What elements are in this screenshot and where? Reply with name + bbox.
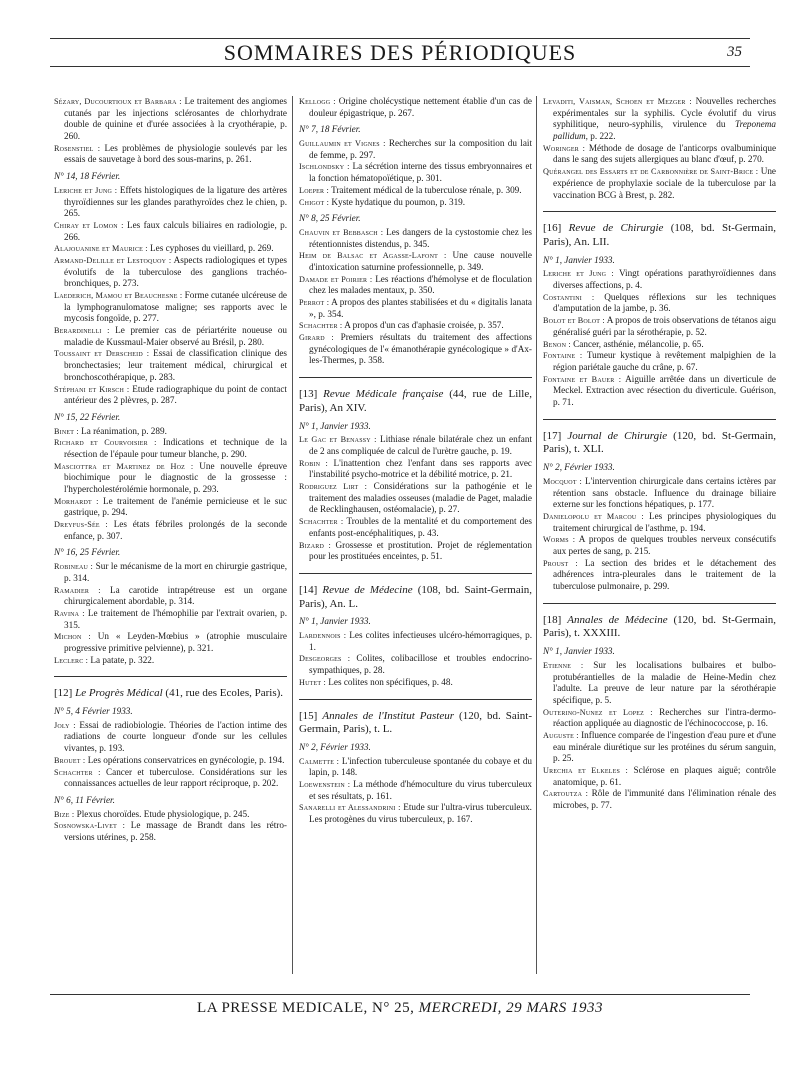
- article-entry: Sézary, Ducourtioux et Barbara : Le traitement des angiomes cutanés par les injections sclérosantes de chlorhydrate double de quinine et d'urée associées à la cryothérapie, p. 260.: [54, 96, 287, 142]
- article-entry: Richard et Courvoisier : Indications et technique de la résection de l'épaule pour tumeur blanche, p. 290.: [54, 437, 287, 459]
- article-entry: Sanarelli et Alessandrini : Etude sur l'ultra-virus tuberculeux. Les protogènes du virus tuberculeux, p. 167.: [299, 802, 532, 825]
- article-entry: Desgeorges : Colites, colibacillose et troubles endocrino-sympathiques, p. 28.: [299, 653, 532, 676]
- article-entry: Etienne : Sur les localisations bulbaires et bulbo-protubérantielles de la maladie de Heine-Medin chez l'adulte. La preuve de leur nature par la sérothérapie spécifique, p. 5.: [543, 659, 776, 705]
- column-2: [299, 96, 532, 826]
- article-entry: Rosenstiel : Les problèmes de physiologie soulevés par les essais de sauvetage à bord des sous-marins, p. 261.: [54, 142, 288, 165]
- article-entry: Cartoutza : Rôle de l'immunité dans l'élimination rénale des microbes, p. 77.: [543, 788, 777, 811]
- article-entry: Guillaumin et Vignes : Recherches sur la composition du lait de femme, p. 297.: [299, 138, 533, 160]
- article-entry: Bize : Plexus choroïdes. Etude physiologique, p. 245.: [54, 808, 250, 819]
- article-entry: Ramadier : La carotide intrapétreuse est un organe chirurgicalement abordable, p. 314.: [54, 584, 288, 607]
- article-entry: Benon : Cancer, asthénie, mélancolie, p. 65.: [543, 338, 704, 349]
- article-entry: Danielopolu et Marcou : Les principes physiologiques du traitement chirurgical de l'asthme, p. 194.: [543, 510, 776, 533]
- article-entry: Schachter : Troubles de la mentalité et du comportement des enfants post-encéphalitiques, p. 43.: [299, 516, 533, 538]
- article-entry: Hutet : Les colites non spécifiques, p. 48.: [299, 676, 453, 687]
- article-entry: Schachter : A propos d'un cas d'aphasie croisée, p. 357.: [299, 320, 504, 331]
- article-entry: Quérangel des Essarts et de Carbonnière de Saint-Brice : Une expérience de prophylaxie sociale de la tuberculose par la vaccination BCG à Brest, p. 282.: [543, 166, 776, 200]
- article-entry: Calmette : L'infection tuberculeuse spontanée du cobaye et du lapin, p. 148.: [299, 755, 533, 778]
- footer-publication: LA PRESSE MEDICALE, N° 25,: [197, 1000, 415, 1016]
- article-entry: Robin : L'inattention chez l'enfant dans ses rapports avec l'instabilité psycho-motrice et la débilité motrice, p. 21.: [299, 457, 532, 480]
- column-1: [54, 96, 287, 844]
- issue-number: N° 1, Janvier 1933.: [299, 420, 371, 431]
- section-divider: [543, 211, 776, 212]
- article-entry: Loeper : Traitement médical de la tuberculose rénale, p. 309.: [299, 184, 522, 195]
- article-entry: Morhardt : Le traitement de l'anémie pernicieuse et le suc gastrique, p. 294.: [54, 495, 287, 518]
- journal-heading: [18] Annales de Médecine (120, bd. St-Germain, Paris), t. XXXIII.: [543, 613, 777, 640]
- article-entry: Leriche et Jung : Effets histologiques de la ligature des artères thyroïdiennes sur les glandes parathyroïdes chez le chien, p. 265.: [54, 184, 287, 219]
- issue-number: N° 2, Février 1933.: [543, 462, 615, 473]
- article-entry: Le Gac et Benassy : Lithiase rénale bilatérale chez un enfant de 2 ans compliquée de calcul de l'urètre gauche, p. 19.: [299, 434, 532, 456]
- article-entry: Binet : La réanimation, p. 289.: [54, 425, 167, 436]
- article-entry: Kellogg : Origine cholécystique nettement établie d'un cas de douleur épigastrique, p. 267.: [299, 96, 532, 118]
- article-entry: Chiray et Lomon : Les faux calculs biliaires en radiologie, p. 266.: [54, 219, 287, 242]
- article-entry: Costantini : Quelques réflexions sur les techniques d'amputation de la jambe, p. 36.: [543, 291, 776, 314]
- journal-heading: [17] Journal de Chirurgie (120, bd. St-Germain, Paris), t. XLI.: [543, 429, 777, 456]
- article-entry: Alajouanine et Maurice : Les cyphoses du vieillard, p. 269.: [54, 243, 274, 254]
- article-entry: Sosnowska-Livet : Le massage de Brandt dans les rétro-versions utérines, p. 258.: [54, 820, 287, 842]
- article-entry: Masciottra et Martinez de Hoz : Une nouvelle épreuve biochimique pour le diagnostic de la grossesse : l'hypercholestérolémie hormonale, p. 293.: [54, 460, 287, 494]
- article-entry: Bizard : Grossesse et prostitution. Projet de réglementation pour les prostituées enceintes, p. 51.: [299, 539, 532, 562]
- article-entry: Outerino-Nunez et Lopez : Recherches sur l'intra-dermo-réaction appliquée au diagnostic de l'échinococcose, p. 16.: [543, 706, 776, 729]
- article-entry: Joly : Essai de radiobiologie. Théories de l'action intime des radiations de courte longueur d'onde sur les cellules vivantes, p. 193.: [54, 719, 287, 754]
- issue-number: N° 6, 11 Février.: [54, 794, 115, 805]
- issue-number: N° 1, Janvier 1933.: [299, 616, 371, 627]
- article-entry: Schachter : Cancer et tuberculose. Considérations sur les connaissances actuelles de leur rapport réciproque, p. 202.: [54, 766, 287, 789]
- article-entry: Urechia et Elkeles : Sclérose en plaques aiguë; contrôle anatomique, p. 61.: [543, 765, 777, 787]
- article-entry: Berardinelli : Le premier cas de périartérite noueuse ou maladie de Kussmaul-Maier observé au Brésil, p. 280.: [54, 325, 288, 347]
- article-entry: Loewenstein : La méthode d'hémoculture du virus tuberculeux et ses résultats, p. 161.: [299, 779, 532, 801]
- issue-number: N° 7, 18 Février.: [299, 124, 361, 135]
- header-rule-bottom: [50, 66, 750, 67]
- article-entry: Stéphani et Kirsch : Etude radiographique du point de contact antérieur des 2 plèvres, p. 287.: [54, 383, 287, 406]
- journal-heading: [16] Revue de Chirurgie (108, bd. St-Germain, Paris), An. LII.: [543, 222, 777, 248]
- article-entry: Heim de Balsac et Agasse-Lafont : Une cause nouvelle d'intoxication saturnine professionnelle, p. 349.: [299, 250, 532, 272]
- issue-number: N° 1, Janvier 1933.: [543, 254, 615, 265]
- article-entry: Ischlondsky : La sécrétion interne des tissus embryonnaires et la fonction hématopoïétique, p. 301.: [299, 161, 532, 184]
- journal-heading: [12] Le Progrès Médical (41, rue des Ecoles, Paris).: [54, 687, 284, 700]
- article-entry: Levaditi, Vaisman, Schoen et Mezger : Nouvelles recherches expérimentales sur la syphilis. Cycle évolutif du virus syphilitique, neuro-syphilis, virulence du Treponema pallidum, p. 222.: [543, 96, 776, 142]
- header-rule-top: [50, 38, 750, 39]
- article-entry: Perrot : A propos des plantes stabilisées et du « digitalis lanata », p. 354.: [299, 297, 532, 319]
- article-entry: Dreyfus-Sée : Les états fébriles prolongés de la seconde enfance, p. 307.: [54, 519, 288, 541]
- footer-date: 29 MARS 1933: [506, 1000, 603, 1016]
- issue-number: N° 15, 22 Février.: [54, 411, 121, 422]
- section-divider: [543, 419, 776, 420]
- issue-number: N° 2, Février 1933.: [299, 742, 371, 752]
- page-title: SOMMAIRES DES PÉRIODIQUES: [223, 40, 577, 65]
- section-divider: [299, 573, 532, 574]
- footer-rule: [50, 994, 750, 995]
- article-entry: Robineau : Sur le mécanisme de la mort en chirurgie gastrique, p. 314.: [54, 561, 288, 583]
- article-entry: Damade et Poirier : Les réactions d'hémolyse et de floculation chez les malades mentaux, p. 350.: [299, 273, 532, 296]
- issue-number: N° 16, 25 Février.: [54, 547, 121, 558]
- article-entry: Auguste : Influence comparée de l'ingestion d'eau pure et d'une eau minérale diurétique sur les protéines du sérum sanguin, p. 25.: [543, 730, 777, 764]
- issue-number: N° 1, Janvier 1933.: [543, 646, 615, 657]
- issue-number: N° 14, 18 Février.: [54, 171, 121, 182]
- article-entry: Proust : La section des brides et le détachement des adhérences intra-pleurales dans le traitement de la tuberculose pulmonaire, p. 299.: [543, 557, 776, 591]
- article-entry: Armand-Delille et Lestoquoy : Aspects radiologiques et types évolutifs de la tuberculose des ganglions trachéo-bronchiques, p. 273.: [54, 254, 287, 289]
- article-entry: Girard : Premiers résultats du traitement des affections gynécologiques de l'« émanothérapie gynécologique » d'Ax-les-Thermes, p. 358.: [299, 332, 532, 366]
- article-entry: Woringer : Méthode de dosage de l'anticorps ovalbuminique dans le sang des sujets allergiques au blanc d'œuf, p. 270.: [543, 142, 777, 165]
- section-divider: [299, 699, 532, 700]
- article-entry: Leclerc : La patate, p. 322.: [54, 654, 155, 665]
- page-number: 35: [727, 44, 742, 60]
- article-entry: Laederich, Mamou et Beauchesne : Forme cutanée ulcéreuse de la lymphogranulomatose maligne; ses rapports avec le mycosis fongoïde, p. 277.: [54, 290, 287, 324]
- article-entry: Chauvin et Bebbasch : Les dangers de la cystostomie chez les rétentionnistes distendus, p. 345.: [299, 226, 532, 249]
- article-entry: Chigot : Kyste hydatique du poumon, p. 319.: [299, 196, 466, 207]
- article-entry: Brouet : Les opérations conservatrices en gynécologie, p. 194.: [54, 754, 285, 765]
- article-entry: Bolot et Bolot : A propos de trois observations de tétanos aigu généralisé guéri par la sérothérapie, p. 52.: [543, 315, 776, 337]
- page-footer: [0, 1000, 800, 1017]
- article-entry: Lardennois : Les colites infectieuses ulcéro-hémorragiques, p. 1.: [299, 630, 533, 652]
- column-rule: [536, 96, 537, 974]
- journal-heading: [14] Revue de Médecine (108, bd. Saint-Germain, Paris), An. L.: [299, 583, 533, 610]
- issue-number: N° 5, 4 Février 1933.: [54, 706, 133, 717]
- footer-day: MERCREDI,: [418, 1000, 502, 1016]
- section-divider: [543, 603, 776, 604]
- section-divider: [54, 676, 287, 677]
- issue-number: N° 8, 25 Février.: [299, 213, 361, 224]
- journal-heading: [15] Annales de l'Institut Pasteur (120, bd. Saint-Germain, Paris), t. L.: [299, 709, 532, 736]
- article-entry: Ravina : Le traitement de l'hémophilie par l'extrait ovarien, p. 315.: [54, 607, 287, 630]
- journal-heading: [13] Revue Médicale française (44, rue de Lille, Paris), An XIV.: [299, 388, 532, 414]
- article-entry: Fontaine : Tumeur kystique à revêtement malpighien de la région pariétale gauche du crâne, p. 67.: [543, 350, 777, 372]
- article-entry: Michon : Un « Leyden-Mœbius » (atrophie musculaire progressive primitive pelvienne), p. 321.: [54, 631, 287, 653]
- article-entry: Leriche et Jung : Vingt opérations parathyroïdiennes dans diverses affections, p. 4.: [543, 268, 777, 291]
- article-entry: Toussaint et Derscheid : Essai de classification clinique des bronchectasies; leur traitement médical, chirurgical et bronchoscothérapique, p. 283.: [54, 348, 288, 382]
- article-entry: Worms : A propos de quelques troubles nerveux consécutifs aux pertes de sang, p. 215.: [543, 534, 776, 556]
- article-entry: Fontaine et Bauer : Aiguille arrêtée dans un diverticule de Meckel. Extraction avec résection du diverticule. Guérison, p. 71.: [543, 373, 776, 407]
- column-3: [543, 96, 776, 812]
- column-rule: [292, 96, 293, 974]
- section-divider: [299, 377, 532, 378]
- article-entry: Mocquot : L'intervention chirurgicale dans certains ictères par rétention sans obstacle. Influence du drainage biliaire externe sur les fonctions hépatiques, p. 177.: [543, 475, 777, 510]
- article-entry: Rodriguez Lirt : Considérations sur la pathogénie et le traitement des maladies osseuses (maladie de Paget, maladie de Recklinghausen, ostéomalacie), p. 27.: [299, 481, 533, 515]
